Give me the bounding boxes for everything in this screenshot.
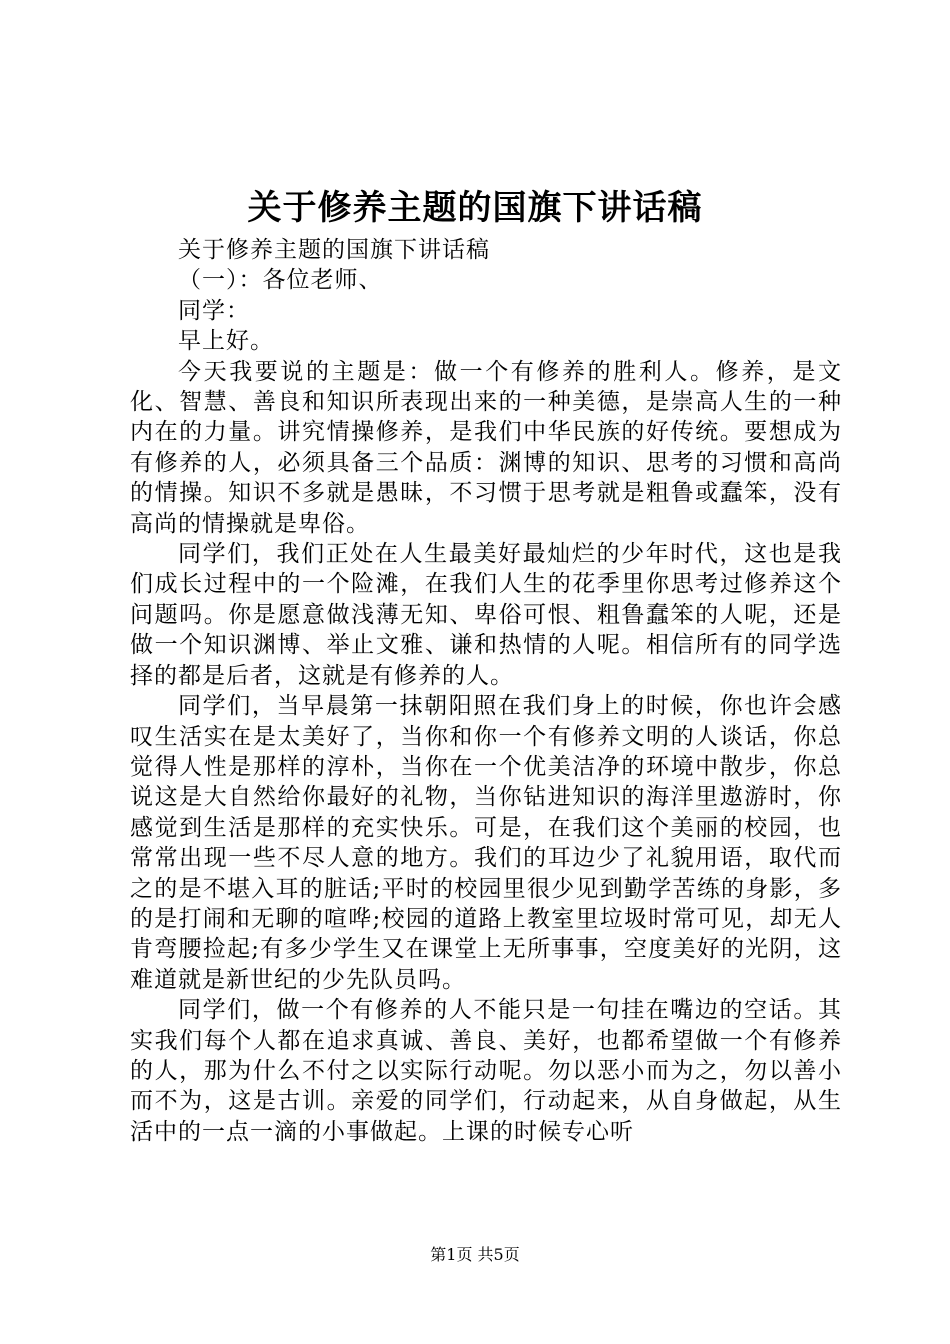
paragraph-theme: 今天我要说的主题是：做一个有修养的胜利人。修养，是文化、智慧、善良和知识所表现出来的一种美德，是崇高人生的一种内在的力量。讲究情操修养，是我们中华民族的好传统。要想成为有修养的人，必须具备三个品质：渊博的知识、思考的习惯和高尚的情操。知识不多就是愚昧，不习惯于思考就是粗鲁或蠢笨，没有高尚的情操就是卑俗。 [130,358,842,537]
paragraph-action: 同学们，做一个有修养的人不能只是一句挂在嘴边的空话。其实我们每个人都在追求真诚、善良、美好，也都希望做一个有修养的人，那为什么不付之以实际行动呢。勿以恶小而为之，勿以善小而不为，这是古训。亲爱的同学们，行动起来，从自身做起，从生活中的一点一滴的小事做起。上课的时候专心听 [130,997,842,1145]
subtitle-line: 关于修养主题的国旗下讲话稿 [178,237,490,263]
salutation-line: （一）：各位老师、 [178,267,383,294]
salutation-line-students: 同学： [178,297,250,324]
document-body [130,235,842,1147]
greeting-line: 早上好。 [178,328,274,355]
paragraph-youth: 同学们，我们正处在人生最美好最灿烂的少年时代，这也是我们成长过程中的一个险滩，在我们人生的花季里你思考过修养这个问题吗。你是愿意做浅薄无知、卑俗可恨、粗鲁蠢笨的人呢，还是做一个知识渊博、举止文雅、谦和热情的人呢。相信所有的同学选择的都是后者，这就是有修养的人。 [130,541,842,689]
document-title: 关于修养主题的国旗下讲话稿 [247,188,703,228]
paragraph-campus: 同学们，当早晨第一抹朝阳照在我们身上的时候，你也许会感叹生活实在是太美好了，当你和你一个有修养文明的人谈话，你总觉得人性是那样的淳朴，当你在一个优美洁净的环境中散步，你总说这是大自然给你最好的礼物，当你钻进知识的海洋里遨游时，你感觉到生活是那样的充实快乐。可是，在我们这个美丽的校园，也常常出现一些不尽人意的地方。我们的耳边少了礼貌用语，取代而之的是不堪入耳的脏话;平时的校园里很少见到勤学苦练的身影，多的是打闹和无聊的喧哗;校园的道路上教室里垃圾时常可见，却无人肯弯腰捡起;有多少学生又在课堂上无所事事，空度美好的光阴，这难道就是新世纪的少先队员吗。 [130,693,842,993]
page-footer: 第1页 共5页 [430,1245,520,1264]
